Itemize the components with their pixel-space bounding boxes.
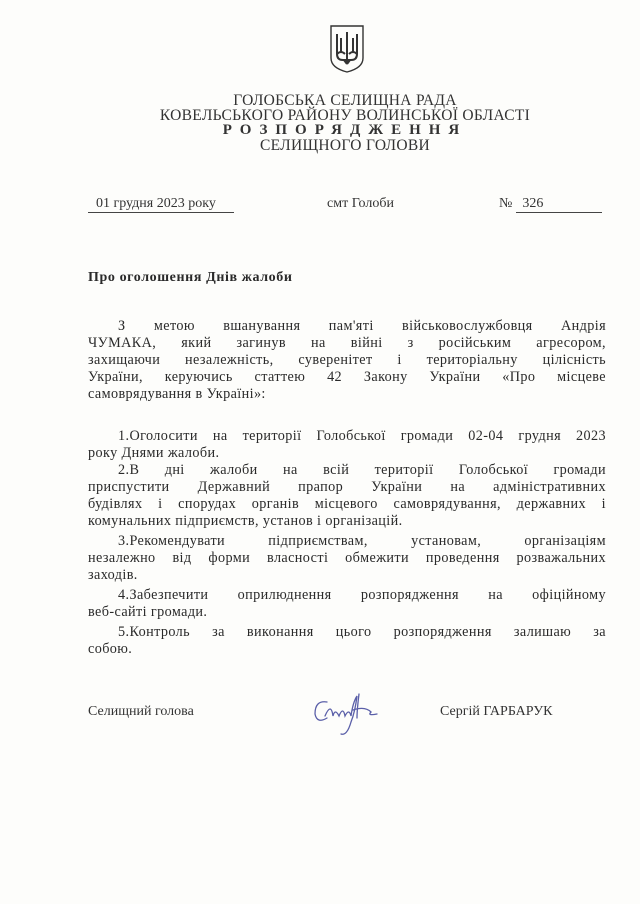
council-name: ГОЛОБСЬКА СЕЛИЩНА РАДА <box>233 92 457 109</box>
text-line: 1.Оголосити на території Голобської громади 02-04 грудня 2023 <box>118 428 606 444</box>
text-line: З метою вшанування пам'яті військовослужбовця Андрія <box>118 318 606 334</box>
text-line: комунальних підприємств, установ і організацій. <box>88 513 403 529</box>
text-line: незалежно від форми власності обмежити проведення розважальних <box>88 550 606 566</box>
item-2 <box>88 462 606 530</box>
text-line: 2.В дні жалоби на всій території Голобської громади <box>118 462 606 478</box>
text-line: року Днями жалоби. <box>88 445 220 461</box>
document-number: № 326 <box>499 196 602 213</box>
text-line: 3.Рекомендувати підприємствам, установам, організаціям <box>118 533 606 549</box>
signatory-name: Сергій ГАРБАРУК <box>440 704 553 719</box>
signatory-position: Селищний голова <box>88 704 194 719</box>
text-line: 4.Забезпечити оприлюднення розпорядження на офіційному <box>118 587 606 603</box>
preamble-paragraph <box>88 318 606 403</box>
item-3 <box>88 533 606 584</box>
document-type: РОЗПОРЯДЖЕННЯ <box>222 122 468 138</box>
text-line: України, керуючись статтею 42 Закону України «Про місцеве <box>88 369 606 385</box>
text-line: собою. <box>88 641 133 657</box>
issuer: СЕЛИЩНОГО ГОЛОВИ <box>259 137 430 154</box>
document-body <box>88 318 606 658</box>
text-line: веб-сайті громади. <box>88 604 208 620</box>
text-line: захищаючи незалежність, суверенітет і територіальну цілісність <box>88 352 606 368</box>
handwritten-signature <box>305 688 385 738</box>
text-line: самоврядування в Україні»: <box>88 386 266 402</box>
text-line: ЧУМАКА, який загинув на війні з російським агресором, <box>88 335 606 351</box>
coat-of-arms-trident-icon <box>329 24 365 74</box>
text-line: приспустити Державний прапор України на адміністративних <box>88 479 606 495</box>
item-4 <box>88 587 606 621</box>
district-name: КОВЕЛЬСЬКОГО РАЙОНУ ВОЛИНСЬКОЇ ОБЛАСТІ <box>159 107 531 124</box>
document-title: Про оголошення Днів жалоби <box>88 270 293 285</box>
document-place: смт Голоби <box>327 196 394 211</box>
item-5 <box>88 624 606 658</box>
text-line: будівлях і спорудах органів місцевого самоврядування, державних і <box>88 496 606 512</box>
text-line: заходів. <box>88 567 138 583</box>
text-line: 5.Контроль за виконання цього розпорядження залишаю за <box>118 624 606 640</box>
item-1 <box>88 428 606 462</box>
document-date: 01 грудня 2023 року <box>88 196 234 213</box>
